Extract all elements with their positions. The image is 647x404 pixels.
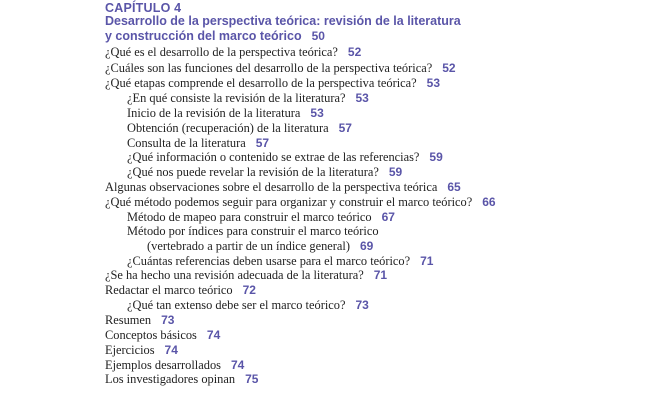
page-number: 53: [355, 91, 369, 105]
toc-entry: Ejercicios 74: [105, 343, 178, 357]
page-number: 69: [359, 239, 374, 253]
toc-entry: ¿Qué método podemos seguir para organizar y construir el marco teórico? 66: [105, 195, 496, 209]
page-number: 53: [310, 106, 324, 120]
chapter-heading: CAPÍTULO 4: [105, 1, 182, 15]
toc-entry: Ejemplos desarrollados 74: [105, 358, 245, 372]
page-number: 73: [355, 298, 369, 312]
toc-entry: ¿Cuáles son las funciones del desarrollo de la perspectiva teórica? 52: [105, 61, 456, 75]
toc-entry: Los investigadores opinan 75: [105, 372, 259, 386]
page-number: 72: [242, 283, 256, 297]
toc-entry: Resumen 73: [105, 313, 175, 327]
toc-entry: ¿Qué etapas comprende el desarrollo de la perspectiva teórica? 53: [105, 76, 441, 90]
toc-entry: ¿Qué información o contenido se extrae de las referencias? 59: [127, 150, 443, 164]
toc-entry: ¿Qué tan extenso debe ser el marco teórico? 73: [127, 298, 369, 312]
toc-entry: ¿Qué es el desarrollo de la perspectiva teórica? 52: [105, 45, 362, 59]
page-number: 75: [245, 372, 259, 386]
chapter-title-line-2: y construcción del marco teórico 50: [105, 29, 325, 43]
page-number: 73: [161, 313, 175, 327]
page-number: 71: [420, 254, 434, 268]
toc-entry: ¿En qué consiste la revisión de la literatura? 53: [127, 91, 369, 105]
page-number: 65: [447, 180, 461, 194]
page-number: 50: [311, 29, 325, 43]
toc-entry: (vertebrado a partir de un índice general) 69: [147, 239, 374, 253]
page-number: 71: [373, 268, 388, 282]
page-number: 74: [230, 358, 245, 372]
toc-entry: Algunas observaciones sobre el desarrollo de la perspectiva teórica 65: [105, 180, 461, 194]
page-number: 53: [426, 76, 441, 90]
page-number: 57: [255, 136, 270, 150]
toc-entry: Redactar el marco teórico 72: [105, 283, 256, 297]
page-number: 67: [381, 210, 395, 224]
page-number: 74: [206, 328, 221, 342]
toc-entry: ¿Cuántas referencias deben usarse para el marco teórico? 71: [127, 254, 434, 268]
page-number: 59: [429, 150, 443, 164]
page-number: 52: [442, 61, 456, 75]
page-number: 74: [164, 343, 178, 357]
page-number: 66: [482, 195, 496, 209]
toc-entry: Inicio de la revisión de la literatura 53: [127, 106, 324, 120]
chapter-title-line-1: Desarrollo de la perspectiva teórica: revisión de la literatura: [105, 14, 461, 28]
toc-entry: Consulta de la literatura 57: [127, 136, 270, 150]
toc-entry: Método por índices para construir el marco teórico: [127, 224, 379, 238]
toc-entry: ¿Se ha hecho una revisión adecuada de la literatura? 71: [105, 268, 388, 282]
toc-entry: Método de mapeo para construir el marco teórico 67: [127, 210, 395, 224]
page-number: 59: [388, 165, 403, 179]
page-number: 52: [347, 45, 362, 59]
page-number: 57: [338, 121, 352, 135]
toc-entry: Conceptos básicos 74: [105, 328, 221, 342]
toc-entry: Obtención (recuperación) de la literatura 57: [127, 121, 352, 135]
toc-entry: ¿Qué nos puede revelar la revisión de la literatura? 59: [127, 165, 403, 179]
